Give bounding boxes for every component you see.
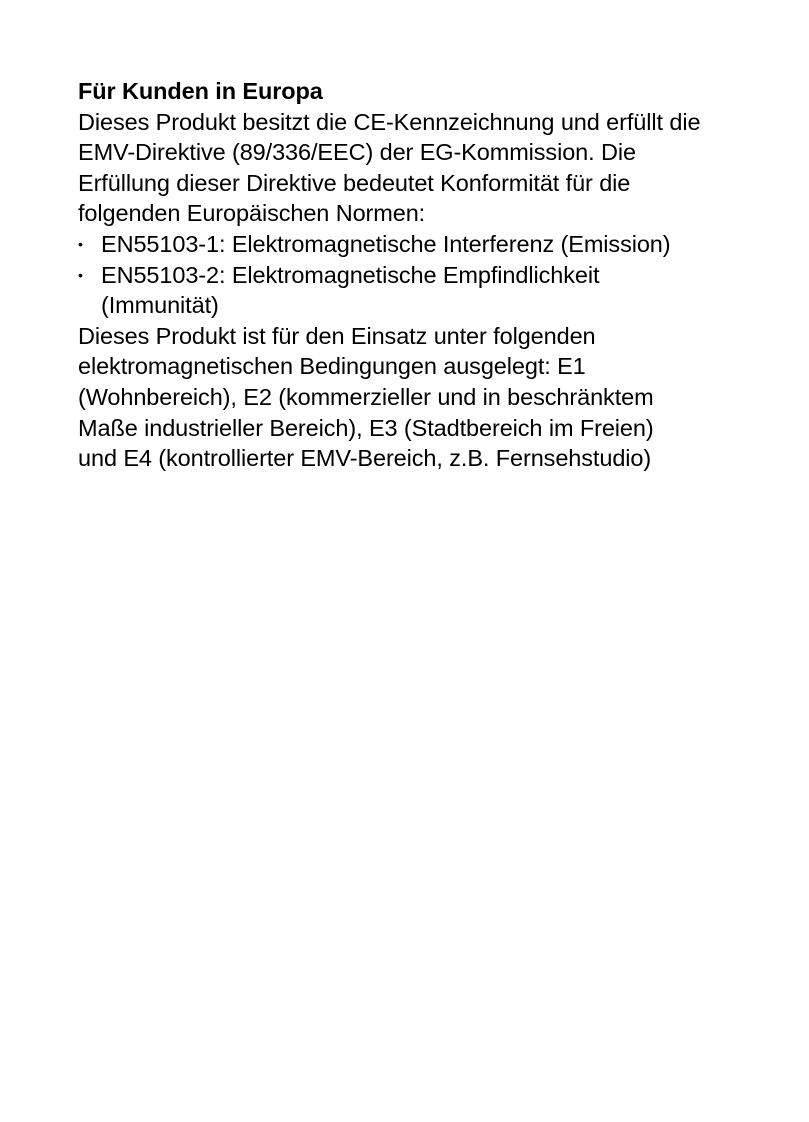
list-item — [78, 229, 778, 260]
norms-list — [78, 229, 778, 321]
intro-paragraph — [78, 107, 718, 229]
bullet-icon: • — [78, 266, 83, 283]
list-item — [78, 260, 661, 321]
norm-text: EN55103-1: Elektromagnetische Interferenz (Emission) — [101, 230, 671, 257]
conditions-text: Dieses Produkt ist für den Einsatz unter folgenden elektromagnetischen Bedingungen ausgelegt: E1 (Wohnbereich), E2 (kommerzieller und in beschränktem Maße industrieller Bereich), E3 (Stadtbereich im Freien) und E4 (kontrollierter EMV-Bereich, z.B. Fernsehstudio) — [78, 322, 654, 472]
document-page — [78, 76, 778, 474]
bullet-icon: • — [78, 235, 83, 252]
intro-text: Dieses Produkt besitzt die CE-Kennzeichnung und erfüllt die EMV-Direktive (89/336/EEC) der EG-Kommission. Die Erfüllung dieser Direktive bedeutet Konformität für die folgenden Europäischen Normen: — [78, 108, 701, 227]
conditions-paragraph — [78, 321, 668, 474]
section-heading: Für Kunden in Europa — [78, 78, 323, 104]
norm-text: EN55103-2: Elektromagnetische Empfindlichkeit (Immunität) — [101, 261, 600, 319]
